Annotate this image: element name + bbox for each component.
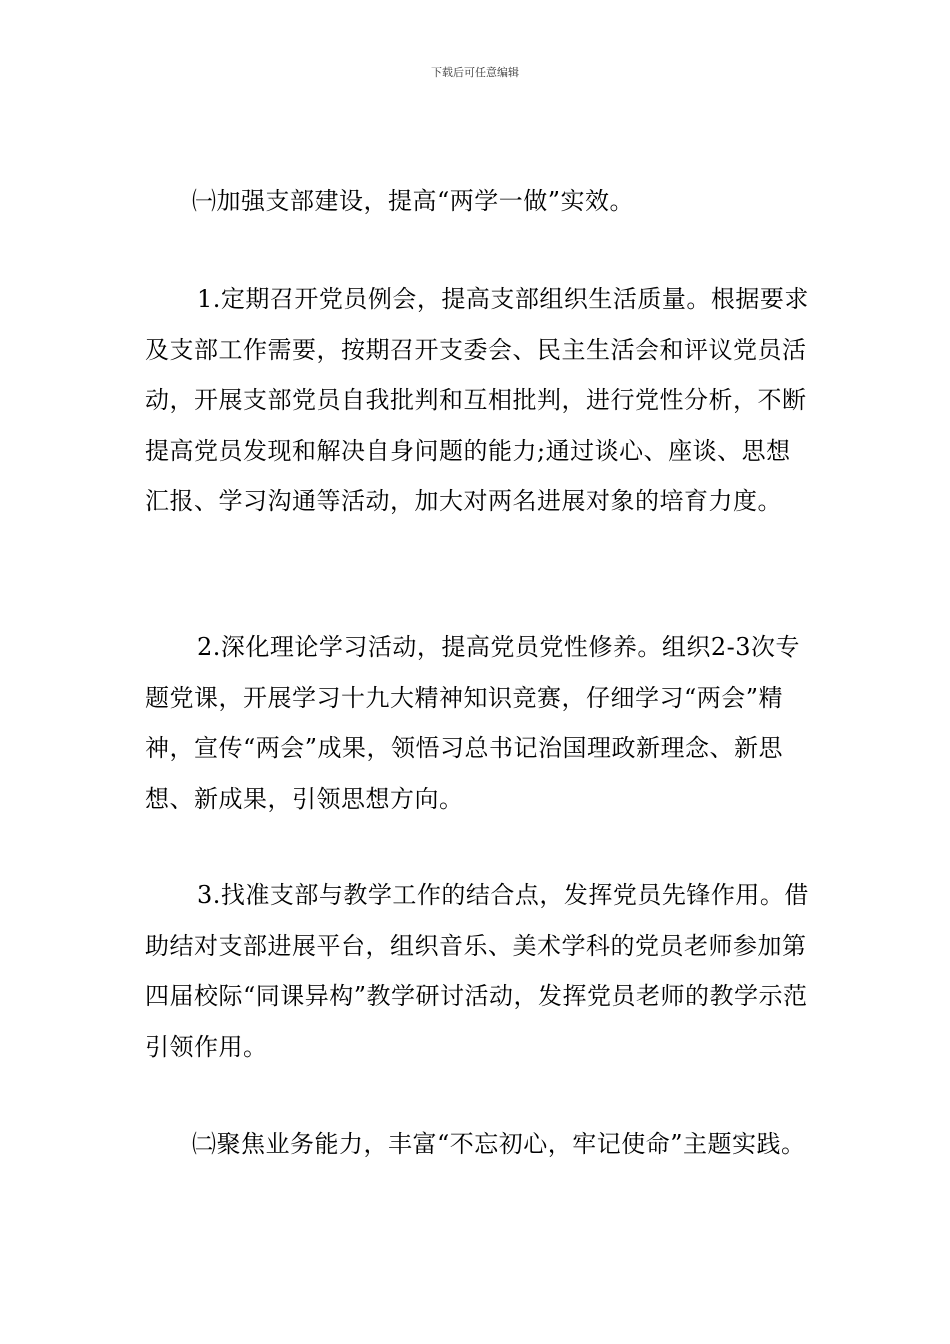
section-heading-1: ㈠加强支部建设，提高“两学一做”实效。	[192, 187, 635, 215]
paragraph-item-1: 1.定期召开党员例会，提高支部组织生活质量。根据要求及支部工作需要，按期召开支委会、民主生活会和评议党员活动，开展支部党员自我批判和互相批判，进行党性分析，不断提高党员发现和解决自身问题的能力;通过谈心、座谈、思想汇报、学习沟通等活动，加大对两名进展对象的培育力度。	[145, 285, 809, 515]
section-heading-2: ㈡聚焦业务能力，丰富“不忘初心，牢记使命”主题实践。	[192, 1130, 806, 1158]
paragraph-item-3: 3.找准支部与教学工作的结合点，发挥党员先锋作用。借助结对支部进展平台，组织音乐、美术学科的党员老师参加第四届校际“同课异构”教学研讨活动，发挥党员老师的教学示范引领作用。	[145, 881, 809, 1061]
paragraph-item-2: 2.深化理论学习活动，提高党员党性修养。组织2-3次专题党课，开展学习十九大精神知识竞赛，仔细学习“两会”精神，宣传“两会”成果，领悟习总书记治国理政新理念、新思想、新成果，引领思想方向。	[145, 633, 801, 813]
page-header: 下载后可任意编辑	[431, 66, 519, 79]
